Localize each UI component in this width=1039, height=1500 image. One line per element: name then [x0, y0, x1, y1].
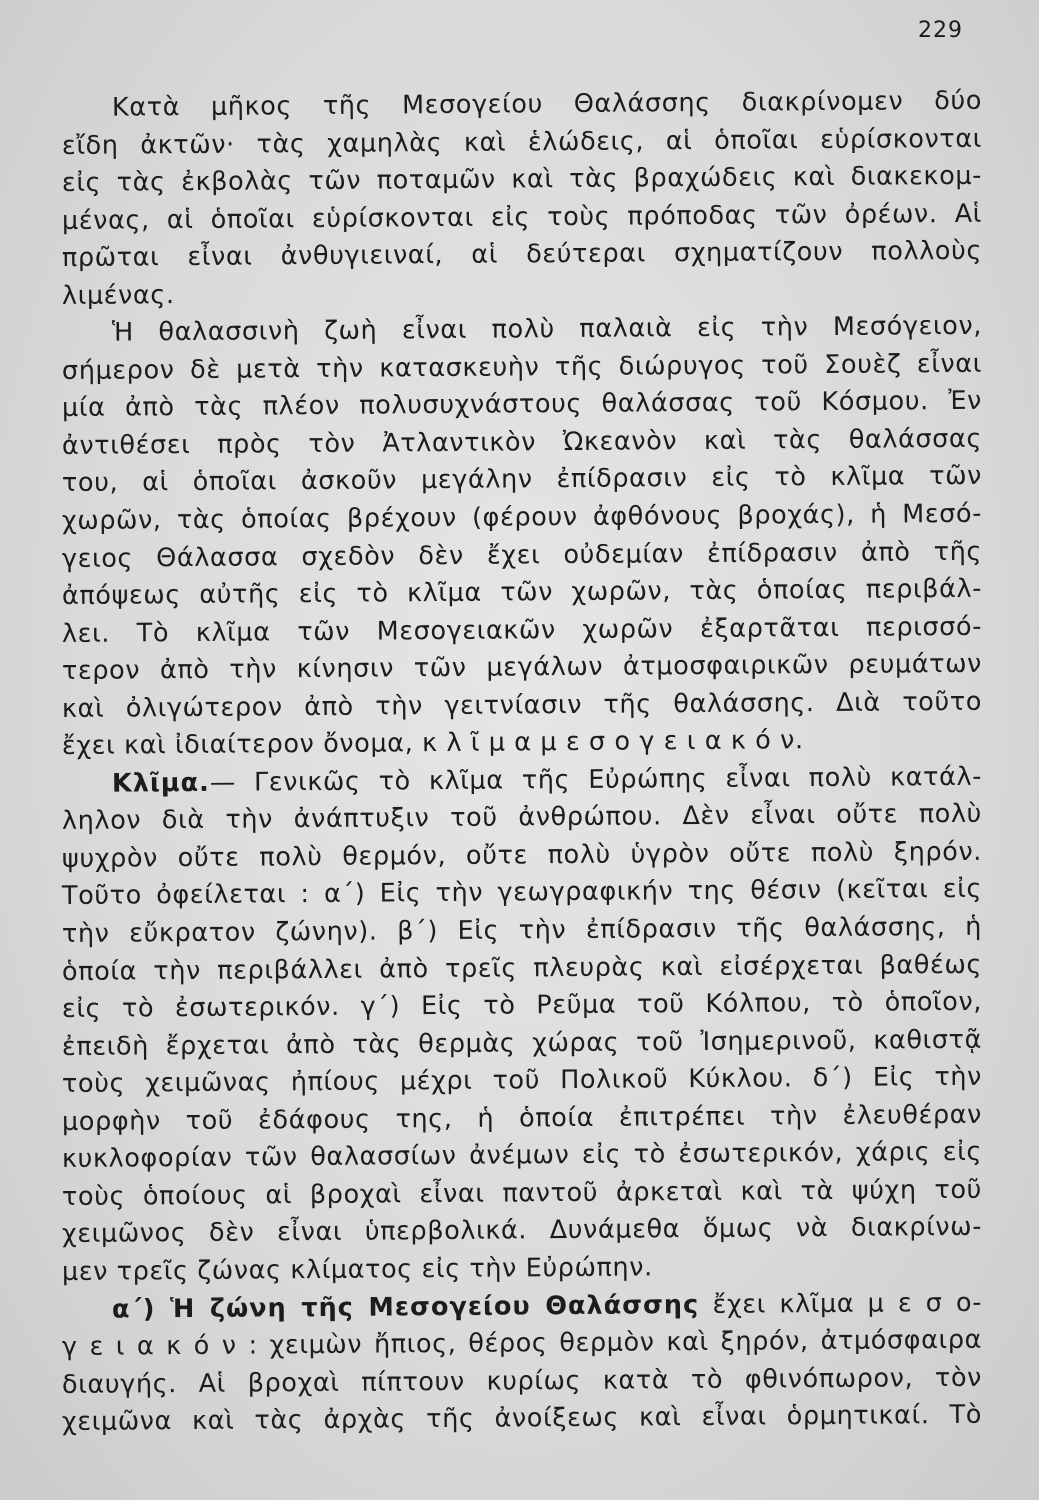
- line-text: Κατὰ μῆκος τῆς Μεσογείου Θαλάσσης διακρίνομεν δύο: [111, 85, 983, 123]
- line-text: μορφὴν τοῦ ἐδάφους της, ἡ ὁποία ἐπιτρέπει τὴν ἐλευθέραν: [61, 1099, 983, 1137]
- line-text: τὴν εὔκρατον ζώνην). β΄) Εἰς τὴν ἐπίδρασιν τῆς θαλάσσης, ἡ: [61, 911, 983, 950]
- line-text: μεν τρεῖς ζώνας κλίματος εἰς τὴν Εὐρώπην.: [61, 1252, 653, 1287]
- line-text: ψυχρὸν οὔτε πολὺ θερμόν, οὔτε πολὺ ὑγρὸν οὔτε πολὺ ξηρόν.: [61, 836, 983, 874]
- line-text: του, αἱ ὁποῖαι ἀσκοῦν μεγάλην ἐπίδρασιν εἰς τὸ κλῖμα τῶν: [61, 461, 983, 499]
- line-text: τερον ἀπὸ τὴν κίνησιν τῶν μεγάλων ἀτμοσφαιρικῶν ρευμάτων: [61, 648, 983, 687]
- line-text: γ ε ι α κ ό ν : χειμὼν ἤπιος, θέρος θερμὸν καὶ ξηρόν, ἀτμόσφαιρα: [61, 1324, 983, 1363]
- text-line: [62, 83, 982, 128]
- line-text: Ἡ θαλασσινὴ ζωὴ εἶναι πολὺ παλαιὰ εἰς τὴν Μεσόγειον,: [111, 311, 983, 348]
- line-text: σήμερον δὲ μετὰ τὴν κατασκευὴν τῆς διώρυγος τοῦ Σουὲζ εἶναι: [61, 348, 983, 386]
- text-line: [62, 1397, 982, 1442]
- line-text: τοὺς ὁποίους αἱ βροχαὶ εἶναι παντοῦ ἀρκεταὶ καὶ τὰ ψύχη τοῦ: [61, 1174, 983, 1212]
- line-text: γειος Θάλασσα σχεδὸν δὲν ἔχει οὐδεμίαν ἐπίδρασιν ἀπὸ τῆς: [61, 536, 983, 574]
- line-text: ἔχει κλῖμα μ ε σ ο-: [699, 1287, 983, 1320]
- text-line: [62, 496, 982, 541]
- line-text: κυκλοφορίαν τῶν θαλασσίων ἀνέμων εἰς τὸ ἐσωτερικόν, χάρις εἰς: [61, 1137, 983, 1175]
- line-text: εἴδη ἀκτῶν· τὰς χαμηλὰς καὶ ἑλώδεις, αἱ ὁποῖαι εὑρίσκονται: [61, 123, 983, 161]
- line-text: λει. Τὸ κλῖμα τῶν Μεσογειακῶν χωρῶν ἐξαρτᾶται περισσό-: [61, 611, 983, 649]
- line-text: μένας, αἱ ὁποῖαι εὑρίσκονται εἰς τοὺς πρόποδας τῶν ὀρέων. Αἱ: [61, 198, 983, 236]
- line-text: ἀπόψεως αὐτῆς εἰς τὸ κλῖμα τῶν χωρῶν, τὰς ὁποίας περιβάλ-: [61, 573, 983, 612]
- line-text: εἰς τὰς ἐκβολὰς τῶν ποταμῶν καὶ τὰς βραχώδεις καὶ διακεκομ-: [61, 160, 983, 199]
- line-text: καὶ ὀλιγώτερον ἀπὸ τὴν γειτνίασιν τῆς θαλάσσης. Διὰ τοῦτο: [61, 686, 983, 724]
- line-text: ἀντιθέσει πρὸς τὸν Ἀτλαντικὸν Ὠκεανὸν καὶ τὰς θαλάσσας: [61, 423, 983, 461]
- line-text: ἔχει καὶ ἰδιαίτερον ὄνομα, κ λ ῖ μ α μ ε σ ο γ ε ι α κ ό ν.: [61, 725, 804, 762]
- bold-heading: α΄) Ἡ ζώνη τῆς Μεσογείου Θαλάσσης: [111, 1289, 700, 1325]
- line-text: πρῶται εἶναι ἀνθυγιειναί, αἱ δεύτεραι σχηματίζουν πολλοὺς: [61, 235, 983, 274]
- line-text: εἰς τὸ ἐσωτερικόν. γ΄) Εἰς τὸ Ρεῦμα τοῦ Κόλπου, τὸ ὁποῖον,: [61, 986, 983, 1025]
- line-text: χειμῶνα καὶ τὰς ἀρχὰς τῆς ἀνοίξεως καὶ εἶναι ὁρμητικαί. Τὸ: [61, 1399, 983, 1438]
- line-text: τοὺς χειμῶνας ἠπίους μέχρι τοῦ Πολικοῦ Κύκλου. δ΄) Εἰς τὴν: [61, 1061, 983, 1100]
- line-text: Τοῦτο ὀφείλεται : α΄) Εἰς τὴν γεωγραφικήν της θέσιν (κεῖται εἰς: [61, 874, 983, 912]
- line-text: διαυγής. Αἱ βροχαὶ πίπτουν κυρίως κατὰ τὸ φθινόπωρον, τὸν: [61, 1362, 983, 1400]
- text-line: [62, 1247, 982, 1292]
- line-text: χειμῶνος δὲν εἶναι ὑπερβολικά. Δυνάμεθα ὅμως νὰ διακρίνω-: [61, 1212, 983, 1250]
- bold-heading: Κλῖμα.: [111, 767, 210, 799]
- line-text: ληλον διὰ τὴν ἀνάπτυξιν τοῦ ἀνθρώπου. Δὲν εἶναι οὔτε πολὺ: [61, 799, 983, 837]
- line-text: ὁποία τὴν περιβάλλει ἀπὸ τρεῖς πλευρὰς καὶ εἰσέρχεται βαθέως: [61, 949, 983, 987]
- line-text: — Γενικῶς τὸ κλῖμα τῆς Εὐρώπης εἶναι πολὺ κατάλ-: [209, 761, 983, 798]
- line-text: μία ἀπὸ τὰς πλέον πολυσυχνάστους θαλάσσας τοῦ Κόσμου. Ἐν: [61, 386, 983, 424]
- body-text: [61, 85, 983, 1442]
- line-text: ἐπειδὴ ἔρχεται ἀπὸ τὰς θερμὰς χώρας τοῦ Ἰσημερινοῦ, καθιστᾷ: [61, 1024, 983, 1062]
- page-number: 229: [918, 18, 963, 43]
- line-text: χωρῶν, τὰς ὁποίας βρέχουν (φέρουν ἀφθόνους βροχάς), ἡ Μεσό-: [61, 498, 983, 537]
- line-text: λιμένας.: [61, 279, 175, 311]
